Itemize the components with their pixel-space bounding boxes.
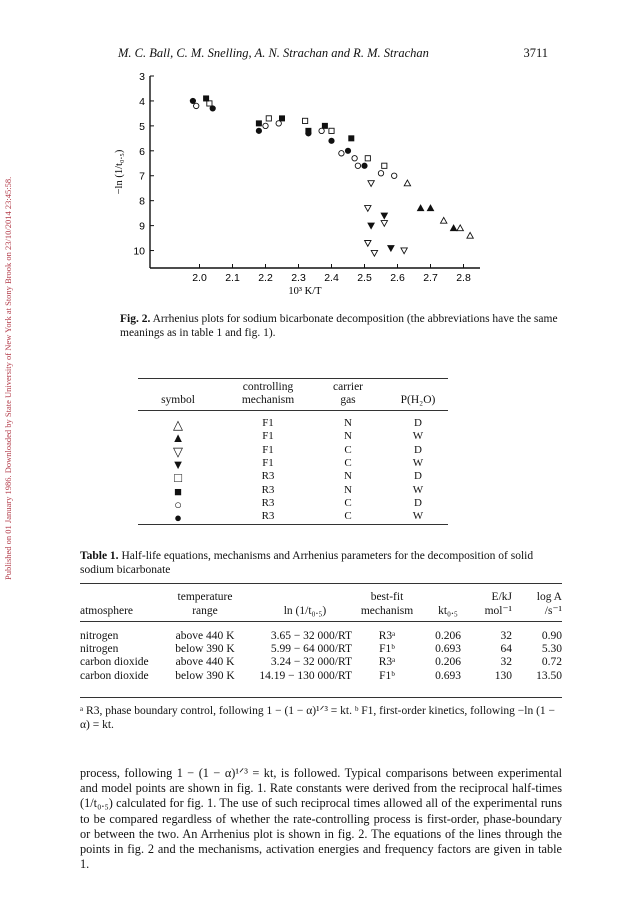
table1-cell-atmosphere: carbon dioxide (80, 656, 149, 669)
table1-cell-ln: 14.19 − 130 000/RT (259, 669, 352, 682)
data-point-triangle-down-filled (368, 223, 374, 229)
mechanism-header-1: controlling (242, 381, 294, 393)
table1-bottom-rule (80, 697, 562, 698)
table1-cell-e: 64 (500, 643, 512, 656)
symbol-table-row (138, 470, 448, 486)
data-point-circle-open (378, 171, 383, 176)
symbol-table-row (138, 483, 448, 499)
symbol-cell-mechanism: F1 (262, 443, 274, 456)
symbol-table-row (138, 456, 448, 472)
table1-caption (80, 549, 560, 577)
symbol-cell-water: W (412, 483, 424, 496)
table1-cell-loga: 0.72 (541, 656, 562, 669)
data-point-circle-filled (329, 138, 334, 143)
y-tick-label: 6 (139, 145, 145, 158)
symbol-cell-gas: C (344, 510, 352, 523)
mechanism-header-1: best-fit (370, 591, 404, 603)
symbol-cell-water: W (412, 456, 424, 469)
symbol-table-header-rule (138, 410, 448, 411)
symbol-cell-symbol: ▽ (173, 443, 183, 459)
data-point-triangle-open (404, 180, 410, 186)
data-point-square-open (207, 101, 212, 106)
x-tick-label: 2.8 (456, 272, 471, 284)
data-point-triangle-open (457, 225, 463, 231)
data-point-triangle-open (467, 232, 473, 238)
symbol-cell-gas: N (344, 470, 352, 483)
symbol-cell-symbol: ● (174, 510, 182, 526)
table1-cell-kt: 0.693 (435, 669, 461, 682)
x-tick-label: 2.6 (390, 272, 405, 284)
water-header: P(H₂O) (400, 394, 436, 406)
table1-footnote: ᵃ R3, phase boundary control, following 1 − (1 − α)¹ᐟ³ = kt. ᵇ F1, first-order kinetics, following −ln (1 − α) = kt. (80, 705, 556, 731)
symbol-cell-mechanism: R3 (261, 470, 275, 483)
gas-header-2: gas (340, 394, 356, 406)
table1-cell-e: 32 (500, 656, 512, 669)
data-point-square-open (382, 163, 387, 168)
data-point-triangle-down-open (365, 206, 371, 212)
table1-cell-ln: 5.99 − 64 000/RT (270, 643, 352, 656)
x-tick-label: 2.3 (291, 272, 306, 284)
x-tick-label: 2.2 (258, 272, 273, 284)
symbol-cell-symbol: ▼ (171, 456, 185, 472)
symbol-cell-mechanism: F1 (262, 456, 274, 469)
data-point-circle-open (319, 128, 324, 133)
y-tick-label: 9 (139, 220, 145, 233)
table1-cell-mech: F1ᵇ (379, 643, 395, 656)
symbol-cell-mechanism: R3 (261, 510, 275, 523)
table1-cell-ln: 3.65 − 32 000/RT (270, 630, 352, 642)
data-point-triangle-down-open (371, 250, 377, 256)
data-point-square-filled (256, 121, 261, 126)
data-point-triangle-down-open (365, 241, 371, 247)
table1-cell-mech: R3ᵃ (378, 656, 396, 669)
download-note: Published on 01 January 1986. Downloaded by State University of New York at Stony Brook on 23/10/2014 23:45:58. (3, 176, 13, 580)
data-point-circle-filled (362, 163, 367, 168)
data-point-circle-filled (210, 106, 215, 111)
table1-cell-atmosphere: carbon dioxide (80, 669, 149, 682)
table1-cell-kt: 0.693 (435, 643, 461, 656)
figure-label: Fig. 2. (120, 313, 151, 325)
data-point-square-filled (322, 123, 327, 128)
symbol-table-row (138, 510, 448, 526)
symbol-cell-gas: N (344, 483, 352, 496)
figure-caption (120, 312, 560, 340)
body-paragraph: process, following 1 − (1 − α)¹ᐟ³ = kt, is followed. Typical comparisons between experimental and model points are shown in fig. 1. Rate constants were derived from the reciprocal half-times (1/t₀.₅) calculated for fig. 1. The use of such reciprocal times allowed all of the experimental runs to be compared regardless of whether the rate-controlling process is first-order, phase-boundary or between the two. An Arrhenius plot is shown in fig. 2. The equations of the lines through the points in fig. 2 and the mechanisms, activation energies and frequency factors are given in table 1. (80, 766, 562, 872)
symbol-cell-mechanism: F1 (262, 430, 274, 443)
x-tick-label: 2.7 (423, 272, 438, 284)
running-header (118, 46, 548, 61)
symbol-header: symbol (161, 394, 195, 406)
table1-cell-kt: 0.206 (435, 630, 461, 642)
table1-cell-range: above 440 K (175, 630, 235, 642)
symbol-cell-water: D (414, 443, 422, 456)
gas-header-1: carrier (333, 381, 363, 393)
data-point-triangle-open (441, 217, 447, 223)
y-tick-label: 4 (139, 95, 145, 108)
data-point-triangle-filled (450, 225, 456, 231)
data-point-triangle-down-open (381, 221, 387, 227)
table1-cell-atmosphere: nitrogen (80, 643, 119, 656)
loga-header-1: log A (536, 591, 562, 603)
symbol-cell-mechanism: R3 (261, 496, 275, 509)
symbol-cell-gas: N (344, 417, 352, 429)
x-tick-label: 2.4 (324, 272, 339, 284)
y-tick-label: 3 (139, 71, 145, 83)
table1-caption-text: Half-life equations, mechanisms and Arrhenius parameters for the decomposition of solid sodium bicarbonate (80, 550, 534, 576)
table1-cell-range: below 390 K (175, 669, 235, 682)
plot-marks (190, 96, 473, 256)
data-point-circle-open (263, 123, 268, 128)
kt-header: kt₀.₅ (438, 605, 458, 617)
symbol-table-bottom-rule (138, 524, 448, 525)
data-point-circle-open (339, 151, 344, 156)
loga-header-2: /s⁻¹ (544, 605, 562, 617)
data-point-circle-open (194, 103, 199, 108)
symbol-cell-symbol: □ (174, 470, 182, 486)
table1-header-rule (80, 621, 562, 622)
data-point-square-open (266, 116, 271, 121)
data-point-square-filled (349, 136, 354, 141)
table1-cell-e: 32 (500, 630, 512, 642)
table1-row (80, 656, 562, 669)
data-point-circle-filled (306, 131, 311, 136)
mechanism-header-2: mechanism (241, 394, 295, 406)
table1-row (80, 630, 562, 643)
symbol-table-row (138, 430, 448, 446)
symbol-cell-symbol: ▲ (171, 430, 185, 446)
symbol-cell-symbol: △ (173, 417, 183, 432)
y-tick-label: 8 (139, 195, 145, 208)
x-tick-label: 2.1 (225, 272, 240, 284)
table1-cell-kt: 0.206 (435, 656, 461, 669)
data-point-triangle-filled (417, 205, 423, 211)
energy-header-2: mol⁻¹ (484, 605, 512, 617)
data-point-triangle-down-filled (388, 245, 394, 251)
data-point-circle-open (355, 163, 360, 168)
data-point-circle-open (352, 156, 357, 161)
y-tick-label: 5 (139, 120, 145, 133)
symbol-cell-gas: C (344, 496, 352, 509)
symbol-cell-water: D (414, 496, 422, 509)
symbol-cell-water: W (412, 430, 424, 443)
symbol-table-row (138, 496, 448, 512)
data-point-circle-filled (345, 148, 350, 153)
data-point-square-open (303, 118, 308, 123)
table1-row (80, 670, 562, 683)
y-axis-label: −ln (1/t₀.₅) (114, 149, 125, 195)
ln-header: ln (1/t₀.₅) (283, 605, 327, 617)
atmosphere-header: atmosphere (80, 605, 134, 617)
table1-row (80, 643, 562, 656)
data-point-circle-filled (190, 98, 195, 103)
symbol-cell-symbol: ■ (174, 483, 182, 499)
symbol-table-row (138, 417, 448, 432)
symbol-cell-water: D (414, 470, 422, 483)
data-point-triangle-filled (427, 205, 433, 211)
table1-cell-loga: 5.30 (541, 643, 562, 656)
temperature-header-2: range (192, 605, 218, 617)
energy-header-1: E/kJ (491, 591, 512, 603)
symbol-cell-gas: C (344, 443, 352, 456)
figure-caption-text: Arrhenius plots for sodium bicarbonate decomposition (the abbreviations have the same meanings as in table 1 and fig. 1). (120, 313, 558, 339)
symbol-cell-water: W (412, 510, 424, 523)
y-tick-label: 7 (139, 170, 145, 183)
arrhenius-plot (100, 68, 490, 300)
data-point-circle-filled (256, 128, 261, 133)
temperature-header-1: temperature (177, 591, 233, 603)
data-point-square-open (329, 128, 334, 133)
y-tick-label: 10 (133, 245, 145, 258)
x-axis-label: 10³ K/T (288, 286, 322, 297)
plot-axes (114, 71, 480, 297)
symbol-cell-mechanism: R3 (261, 483, 275, 496)
symbol-cell-symbol: ○ (174, 496, 182, 512)
table1-cell-loga: 0.90 (541, 630, 562, 642)
data-point-circle-open (276, 121, 281, 126)
data-point-circle-open (392, 173, 397, 178)
page-number: 3711 (523, 46, 548, 60)
data-point-square-filled (204, 96, 209, 101)
data-point-square-filled (279, 116, 284, 121)
symbol-cell-mechanism: F1 (262, 417, 274, 429)
mechanism-header-2: mechanism (360, 605, 414, 617)
table1-cell-loga: 13.50 (536, 669, 562, 682)
table1-cell-atmosphere: nitrogen (80, 630, 119, 642)
symbol-cell-gas: C (344, 456, 352, 469)
symbol-cell-water: D (414, 417, 422, 429)
header-authors: M. C. Ball, C. M. Snelling, A. N. Strachan and R. M. Strachan (118, 46, 429, 60)
data-point-triangle-down-open (368, 181, 374, 187)
data-point-triangle-down-open (401, 248, 407, 254)
table1-cell-range: above 440 K (175, 656, 235, 669)
symbol-cell-gas: N (344, 430, 352, 443)
table1-cell-ln: 3.24 − 32 000/RT (270, 656, 352, 669)
symbol-table-top-rule (138, 378, 448, 379)
table1-label: Table 1. (80, 550, 119, 562)
symbol-table-row (138, 443, 448, 459)
data-point-square-open (365, 156, 370, 161)
table1-cell-mech: R3ᵃ (378, 630, 396, 642)
data-point-triangle-down-filled (381, 213, 387, 219)
x-tick-label: 2.0 (192, 272, 207, 284)
table1-cell-e: 130 (494, 669, 512, 682)
table1-cell-range: below 390 K (175, 643, 235, 656)
x-tick-label: 2.5 (357, 272, 372, 284)
table1-top-rule (80, 583, 562, 584)
table1-cell-mech: F1ᵇ (379, 669, 395, 682)
